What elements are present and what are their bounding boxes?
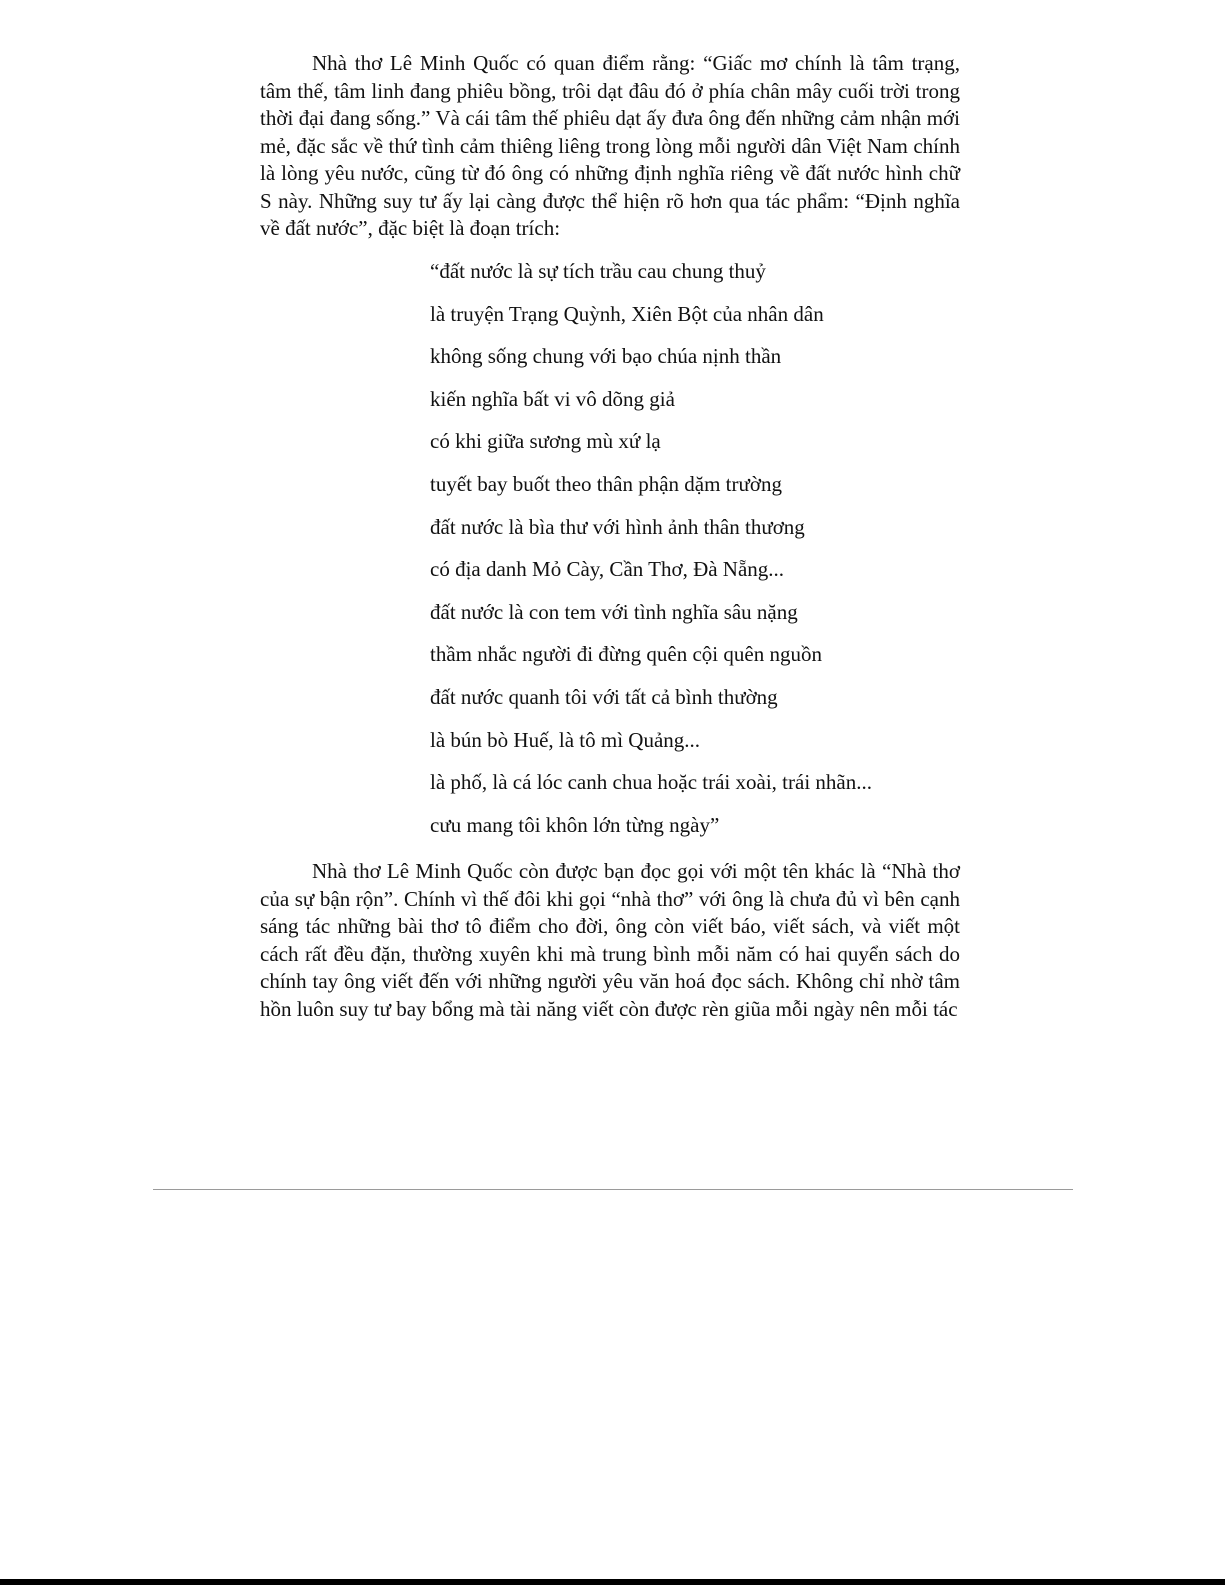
poem-line: đất nước quanh tôi với tất cả bình thường — [430, 684, 778, 709]
intro-paragraph-block — [260, 50, 960, 243]
poem-line: tuyết bay buốt theo thân phận dặm trường — [430, 471, 782, 496]
poem-line: là truyện Trạng Quỳnh, Xiên Bột của nhân dân — [430, 301, 824, 326]
poem-line: đất nước là bìa thư với hình ảnh thân thương — [430, 514, 805, 539]
poem-line: kiến nghĩa bất vi vô dõng giả — [430, 386, 675, 411]
poem-line: đất nước là con tem với tình nghĩa sâu nặng — [430, 599, 798, 624]
poem-line: thầm nhắc người đi đừng quên cội quên nguồn — [430, 642, 822, 667]
poem-line: có địa danh Mỏ Cày, Cần Thơ, Đà Nẵng... — [430, 557, 785, 582]
poem-line: cưu mang tôi khôn lớn từng ngày” — [430, 812, 720, 837]
intro-paragraph: Nhà thơ Lê Minh Quốc có quan điểm rằng: “Giấc mơ chính là tâm trạng, tâm thế, tâm linh đang phiêu bồng, trôi dạt đâu đó ở phía chân mây cuối trời trong thời đại đang sống.” Và cái tâm thế phiêu dạt ấy đưa ông đến những cảm nhận mới mẻ, đặc sắc về thứ tình cảm thiêng liêng trong lòng mỗi người dân Việt Nam chính là lòng yêu nước, cũng từ đó ông có những định nghĩa riêng về đất nước hình chữ S này. Những suy tư ấy lại càng được thể hiện rõ hơn qua tác phẩm: “Định nghĩa về đất nước”, đặc biệt là đoạn trích: — [260, 51, 960, 240]
poem-line: “đất nước là sự tích trầu cau chung thuỷ — [430, 259, 766, 283]
page-divider — [153, 1189, 1073, 1190]
poem-excerpt — [430, 256, 990, 852]
poem-line: là bún bò Huế, là tô mì Quảng... — [430, 727, 701, 752]
second-paragraph: Nhà thơ Lê Minh Quốc còn được bạn đọc gọi với một tên khác là “Nhà thơ của sự bận rộn”. Chính vì thế đôi khi gọi “nhà thơ” với ông là chưa đủ vì bên cạnh sáng tác những bài thơ tô điểm cho đời, ông còn viết báo, viết sách, và viết một cách rất đều đặn, thường xuyên khi mà trung bình mỗi năm có hai quyển sách do chính tay ông viết đến với những người yêu văn hoá đọc sách. Không chỉ nhờ tâm hồn luôn suy tư bay bổng mà tài năng viết còn được rèn giũa mỗi ngày nên mỗi tác — [260, 859, 960, 1021]
poem-line: không sống chung với bạo chúa nịnh thần — [430, 344, 782, 369]
poem-line: có khi giữa sương mù xứ lạ — [430, 429, 661, 454]
poem-line: là phố, là cá lóc canh chua hoặc trái xoài, trái nhãn... — [430, 770, 872, 795]
bottom-edge-bar — [0, 1579, 1225, 1585]
second-paragraph-block — [260, 858, 960, 1023]
